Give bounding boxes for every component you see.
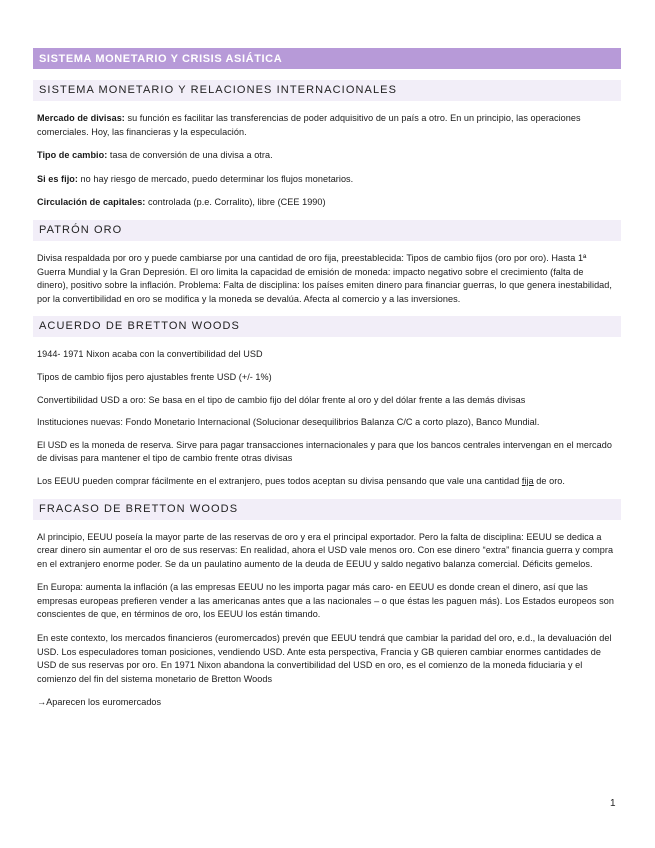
paragraph-fracaso-2: En Europa: aumenta la inflación (a las empresas EEUU no les importa pagar más caro- en EEUU es donde crean el dinero, así que las empresas europeas prefieren vender a las americanas antes que a las nacionales – o que éstas les paguen más). Los Estados europeos son conscientes de que, en términos de oro, los EEUU los están timando. xyxy=(37,582,614,620)
document-page xyxy=(33,48,621,720)
paragraph-tipo-cambio: Tipo de cambio: tasa de conversión de una divisa a otra. xyxy=(37,150,273,161)
page-number: 1 xyxy=(610,798,616,809)
section-heading-patron-oro: PATRÓN ORO xyxy=(33,220,621,241)
paragraph-bw-convertibilidad: Convertibilidad USD a oro: Se basa en el tipo de cambio fijo del dólar frente al oro y del dólar frente a las demás divisas xyxy=(37,394,526,405)
section-heading-bretton-woods: ACUERDO DE BRETTON WOODS xyxy=(33,316,621,337)
document-title: SISTEMA MONETARIO Y CRISIS ASIÁTICA xyxy=(33,48,621,69)
paragraph-fracaso-1: Al principio, EEUU poseía la mayor parte de las reservas de oro y era el principal exportador. Pero la falta de disciplina: EEUU se dedica a crear dinero sin aumentar el oro de sus reservas: En realidad, ahora el USD vale menos oro. Con ese dinero “extra” financia guerra y compra en el extranjero enorme poder. Se da un paulatino aumento de la deuda de EEUU y saldo negativo balanza comercial. Déficits gemelos. xyxy=(37,531,614,569)
paragraph-bw-eeuu: Los EEUU pueden comprar fácilmente en el extranjero, pues todos aceptan su divisa pensando que vale una cantidad fija de oro. xyxy=(37,475,565,486)
paragraph-bw-reserva: El USD es la moneda de reserva. Sirve para pagar transacciones internacionales y para que los bancos centrales intervengan en el mercado de divisas para mantener el tipo de cambio frente otras divisas xyxy=(37,439,612,464)
paragraph-circulacion-capitales: Circulación de capitales: controlada (p.e. Corralito), libre (CEE 1990) xyxy=(37,197,326,208)
term-si-es-fijo: Si es fijo: xyxy=(37,173,78,184)
paragraph-fracaso-3: En este contexto, los mercados financieros (euromercados) prevén que EEUU tendrá que cambiar la paridad del oro, e.d., la devaluación del USD. Los especuladores toman posiciones, vendiendo USD. Ante esta perspectiva, Francia y GB quieren cambiar enormes cantidades de USD de sus reservas por oro. En 1971 Nixon abandona la convertibilidad del USD en oro, es el comienzo de la moneda fiduciaria y el comienzo del fin del sistema monetario de Bretton Woods xyxy=(37,633,612,684)
underlined-fija: fija xyxy=(521,475,534,486)
paragraph-bw-tipos: Tipos de cambio fijos pero ajustables frente USD (+/- 1%) xyxy=(37,371,272,382)
section-heading-sistema-monetario: SISTEMA MONETARIO Y RELACIONES INTERNACIONALES xyxy=(33,80,621,101)
term-mercado-divisas: Mercado de divisas: xyxy=(37,113,125,123)
paragraph-patron-oro: Divisa respaldada por oro y puede cambiarse por una cantidad de oro fija, preestablecida: Tipos de cambio fijos (oro por oro). Hasta 1ª Guerra Mundial y la Gran Depresión. El oro limita la capacidad de emisión de moneda: impacto negativo sobre el crecimiento (falta de dinero), positivo sobre la inflación. Problema: Falta de disciplina: los países emiten dinero para financiar guerras, lo que genera inestabilidad, por la convertibilidad en oro se modifica y la moneda se devalúa. Afecta al comercio y a las inversiones. xyxy=(37,252,612,304)
term-tipo-cambio: Tipo de cambio: xyxy=(37,150,108,161)
paragraph-mercado-divisas: Mercado de divisas: su función es facilitar las transferencias de poder adquisitivo de un país a otro. En un principio, las operaciones comerciales. Hoy, las financieras y la especulación. xyxy=(37,113,581,137)
section-heading-fracaso-bretton-woods: FRACASO DE BRETTON WOODS xyxy=(33,499,621,520)
paragraph-si-es-fijo: Si es fijo: no hay riesgo de mercado, puedo determinar los flujos monetarios. xyxy=(37,173,354,184)
paragraph-bw-dates: 1944- 1971 Nixon acaba con la convertibilidad del USD xyxy=(37,349,263,360)
paragraph-fracaso-4: →Aparecen los euromercados xyxy=(37,697,162,708)
paragraph-bw-instituciones: Instituciones nuevas: Fondo Monetario Internacional (Solucionar desequilibrios Balanza C/C a corto plazo), Banco Mundial. xyxy=(37,417,540,428)
term-circulacion-capitales: Circulación de capitales: xyxy=(37,197,146,208)
